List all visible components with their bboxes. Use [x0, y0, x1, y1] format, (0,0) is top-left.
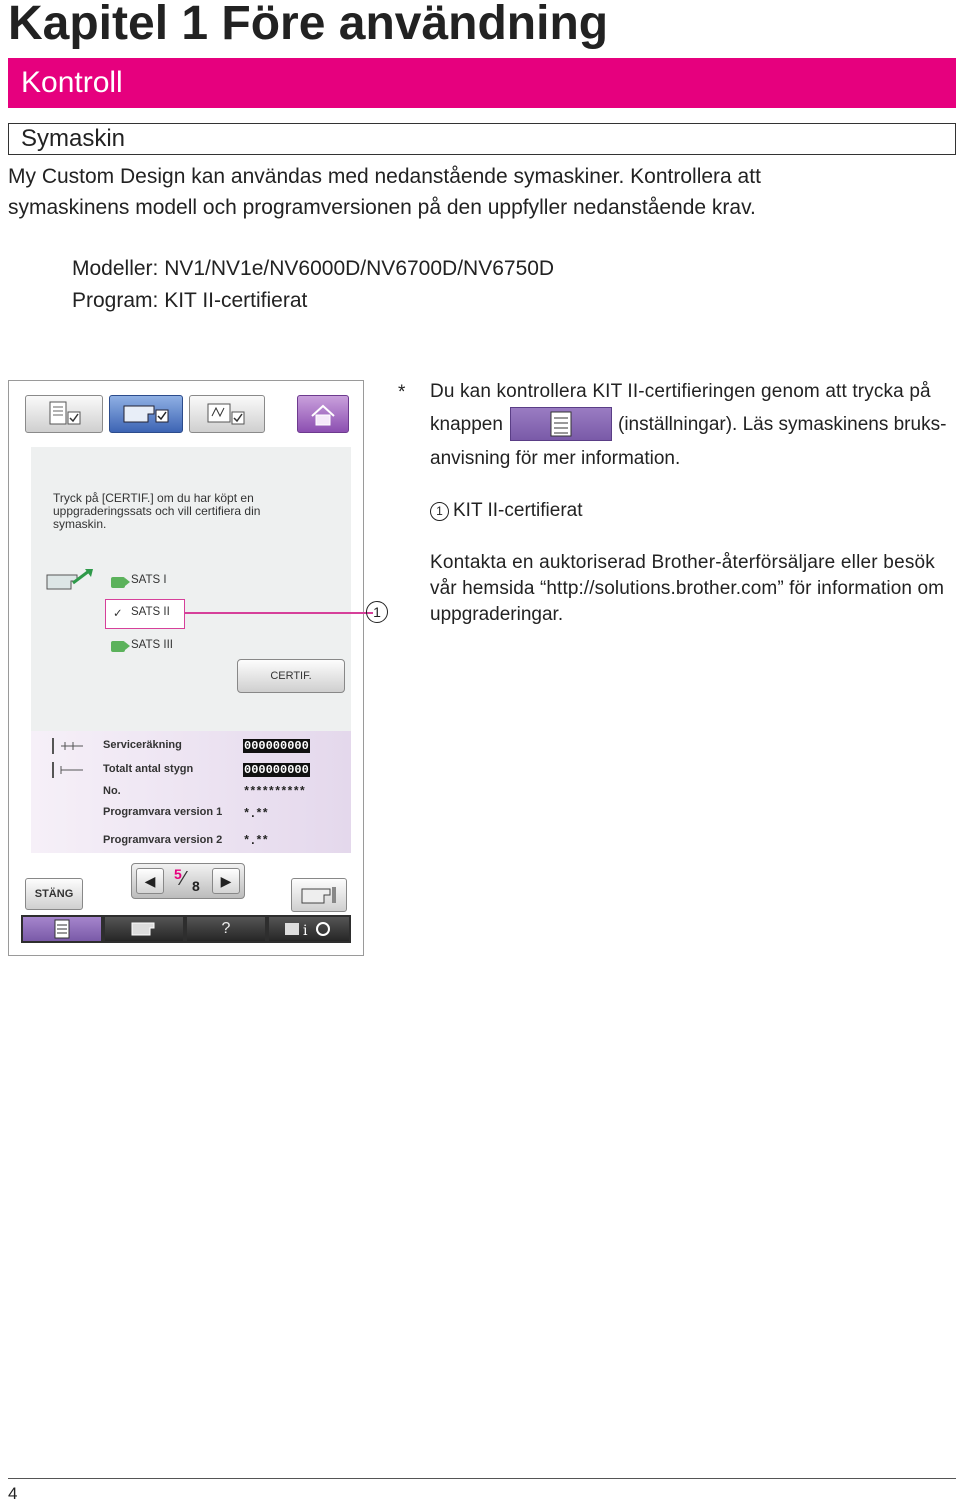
screen-message-3: symaskin.	[53, 517, 107, 531]
document-icon	[52, 918, 72, 940]
program-requirement: Program: KIT II-certifierat	[72, 289, 308, 312]
service-count-value: 000000000	[244, 739, 309, 753]
note-line-1: Du kan kontrollera KIT II-certifieringen genom att trycka på	[430, 381, 931, 402]
software-version-2-label: Programvara version 2	[103, 834, 223, 846]
intro-line-2: symaskinens modell och programversionen på den uppfyller nedanstående krav.	[8, 196, 756, 219]
service-count-label: Serviceräkning	[103, 739, 182, 751]
sewing-machine-icon	[43, 565, 99, 595]
tab-document-settings[interactable]	[25, 395, 103, 433]
page-navigator	[131, 863, 245, 899]
subsection-title: Symaskin	[21, 125, 126, 152]
sats-1-label[interactable]: SATS I	[131, 574, 167, 586]
page-total: 8	[192, 878, 200, 894]
footer-divider	[8, 1478, 956, 1479]
total-stitches-value: 000000000	[244, 763, 309, 777]
screen-message-2: uppgraderingssats och vill certifiera din	[53, 504, 261, 518]
svg-text:i: i	[303, 923, 308, 939]
note-asterisk: *	[398, 382, 406, 403]
number-value: **********	[243, 785, 306, 799]
callout-number: 1	[366, 601, 388, 623]
sats-3-icon	[111, 641, 125, 652]
close-button[interactable]: STÄNG	[25, 878, 83, 910]
contact-line-2: vår hemsida “http://solutions.brother.com” för information om	[430, 578, 945, 599]
help-icon: ?	[221, 920, 231, 937]
arrow-right-icon[interactable]: ▶	[212, 868, 240, 894]
settings-button-illustration	[510, 407, 612, 441]
chapter-title: Kapitel 1 Före användning	[8, 0, 609, 50]
document-icon	[26, 396, 102, 432]
arrow-left-icon[interactable]: ◀	[136, 868, 164, 894]
page-number: 4	[8, 1484, 18, 1503]
callout-line	[185, 612, 373, 614]
software-version-1-label: Programvara version 1	[103, 806, 223, 818]
certif-button[interactable]: CERTIF.	[237, 659, 345, 693]
callout-legend-number: 1	[430, 502, 449, 521]
contact-line-1: Kontakta en auktoriserad Brother-återförsäljare eller besök	[430, 552, 936, 573]
machine-tab[interactable]	[105, 917, 183, 941]
machine-info-icon	[124, 917, 164, 939]
needle-icon	[47, 736, 87, 782]
number-label: No.	[103, 785, 121, 797]
sewing-machine-icon	[292, 879, 346, 911]
page-slash: ⁄	[182, 868, 186, 890]
screen-message-1: Tryck på [CERTIF.] om du har köpt en	[53, 491, 254, 505]
software-version-1-value: *.**	[243, 807, 268, 821]
contact-line-3: uppgraderingar.	[430, 604, 564, 625]
embroidery-settings-icon	[190, 396, 264, 432]
machine-settings-icon	[110, 396, 182, 432]
note-knappen: knappen	[430, 414, 503, 435]
machine-view-button[interactable]	[291, 878, 347, 912]
intro-line-1: My Custom Design kan användas med nedanstående symaskiner. Kontrollera att	[8, 165, 761, 188]
page-current: 5	[174, 866, 182, 882]
tab-embroidery-settings[interactable]	[189, 395, 265, 433]
software-version-2-value: *.**	[243, 834, 268, 848]
settings-tab[interactable]	[23, 917, 101, 941]
section-header	[8, 58, 956, 108]
home-icon	[298, 396, 348, 432]
help-button[interactable]	[187, 917, 265, 941]
info-reset-button[interactable]	[269, 917, 349, 941]
machine-info-icon	[279, 917, 339, 939]
bottom-toolbar	[21, 915, 351, 943]
home-button[interactable]	[297, 395, 349, 433]
note-line-2: (inställningar). Läs symaskinens bruks-	[618, 414, 947, 435]
total-stitches-label: Totalt antal stygn	[103, 763, 194, 775]
note-line-3: anvisning för mer information.	[430, 448, 681, 469]
sats-2-label: SATS II	[131, 606, 170, 618]
sats-1-icon	[111, 577, 125, 588]
tab-machine-settings[interactable]	[109, 395, 183, 433]
sats-3-label[interactable]: SATS III	[131, 639, 173, 651]
callout-legend-label: KIT II-certifierat	[453, 500, 583, 521]
machine-screen	[8, 380, 364, 956]
models-requirement: Modeller: NV1/NV1e/NV6000D/NV6700D/NV6750D	[72, 257, 555, 280]
callout-legend	[430, 500, 583, 522]
sats-2-check: ✓	[113, 608, 123, 620]
section-title: Kontroll	[21, 66, 123, 99]
document-icon	[511, 408, 611, 440]
subsection-header	[8, 123, 956, 155]
